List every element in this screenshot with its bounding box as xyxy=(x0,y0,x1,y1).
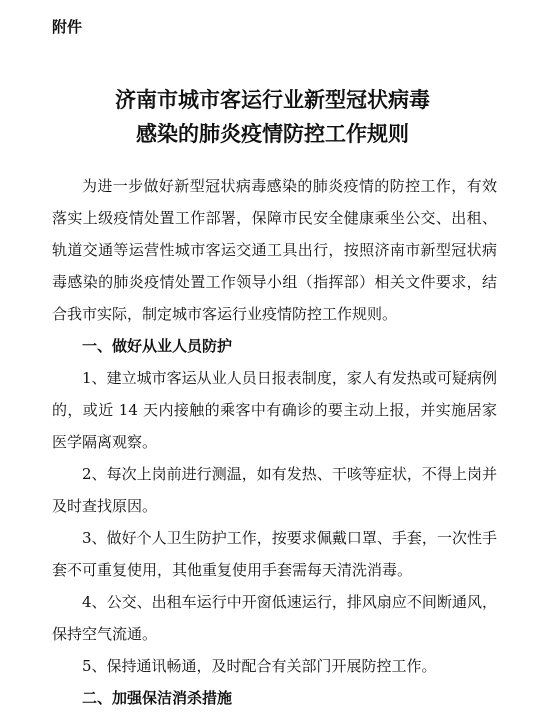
attachment-label: 附件 xyxy=(52,18,83,36)
section-1-heading: 一、做好从业人员防护 xyxy=(82,337,233,355)
section-1-item-4: 4、公交、出租车运行中开窗低速运行，排风扇应不间断通风，保持空气流通。 xyxy=(52,593,497,643)
section-2-heading: 二、加强保洁消杀措施 xyxy=(82,689,233,707)
section-1-item-3: 3、做好个人卫生防护工作，按要求佩戴口罩、手套，一次性手套不可重复使用，其他重复使用手套需每天清洗消毒。 xyxy=(52,529,497,579)
intro-paragraph: 为进一步做好新型冠状病毒感染的肺炎疫情的防控工作，有效落实上级疫情处置工作部署，保障市民安全健康乘坐公交、出租、轨道交通等运营性城市客运交通工具出行，按照济南市新型冠状病毒感染的肺炎疫情处置工作领导小组（指挥部）相关文件要求，结合我市实际，制定城市客运行业疫情防控工作规则。 xyxy=(52,177,497,323)
section-1-item-5: 5、保持通讯畅通，及时配合有关部门开展防控工作。 xyxy=(82,657,437,675)
section-1-item-1: 1、建立城市客运从业人员日报表制度，家人有发热或可疑病例的，或近 14 天内接触的乘客中有确诊的要主动上报，并实施居家医学隔离观察。 xyxy=(52,369,497,451)
section-1-item-2: 2、每次上岗前进行测温，如有发热、干咳等症状，不得上岗并及时查找原因。 xyxy=(52,465,497,515)
document-title-line-1: 济南市城市客运行业新型冠状病毒 xyxy=(115,87,430,112)
document-body xyxy=(52,170,497,714)
document-title-line-2: 感染的肺炎疫情防控工作规则 xyxy=(136,121,409,146)
